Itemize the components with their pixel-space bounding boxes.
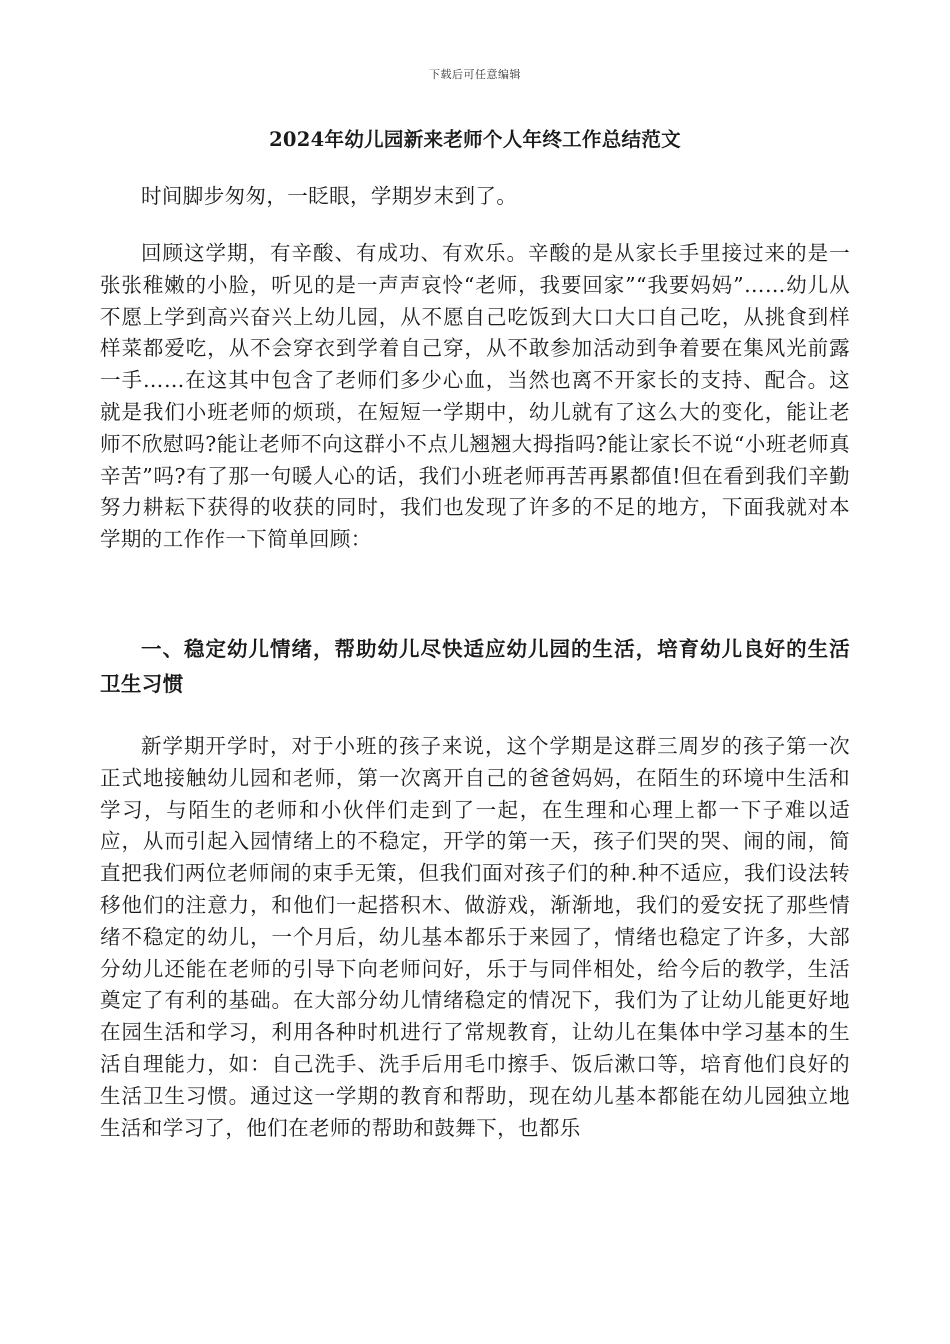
page-header-note: 下载后可任意编辑 [429, 68, 521, 81]
section-heading: 一、稳定幼儿情绪，帮助幼儿尽快适应幼儿园的生活，培育幼儿良好的生活卫生习惯 [100, 637, 850, 696]
section-heading-block [100, 632, 850, 702]
intro-paragraph-block [100, 181, 850, 213]
review-paragraph: 回顾这学期，有辛酸、有成功、有欢乐。辛酸的是从家长手里接过来的是一张张稚嫩的小脸，听见的是一声声哀怜“老师，我要回家”“我要妈妈”……幼儿从不愿上学到高兴奋兴上幼儿园，从不愿自己吃饭到大口大口自己吃，从挑食到样样菜都爱吃，从不会穿衣到学着自己穿，从不敢参加活动到争着要在集风光前露一手……在这其中包含了老师们多少心血，当然也离不开家长的支持、配合。这就是我们小班老师的烦琐，在短短一学期中，幼儿就有了这么大的变化，能让老师不欣慰吗?能让老师不向这群小不点儿翘翘大拇指吗?能让家长不说“小班老师真辛苦”吗?有了那一句暖人心的话，我们小班老师再苦再累都值!但在看到我们辛勤努力耕耘下获得的收获的同时，我们也发现了许多的不足的地方，下面我就对本学期的工作作一下简单回顾： [100, 241, 850, 552]
section-body-block [100, 731, 850, 1144]
review-paragraph-block [100, 238, 850, 556]
document-title: 2024年幼儿园新来老师个人年终工作总结范文 [269, 128, 681, 151]
section-body-paragraph: 新学期开学时，对于小班的孩子来说，这个学期是这群三周岁的孩子第一次正式地接触幼儿园和老师，第一次离开自己的爸爸妈妈，在陌生的环境中生活和学习，与陌生的老师和小伙伴们走到了一起，在生理和心理上都一下子难以适应，从而引起入园情绪上的不稳定，开学的第一天，孩子们哭的哭、闹的闹，简直把我们两位老师闹的束手无策，但我们面对孩子们的种.种不适应，我们设法转移他们的注意力，和他们一起搭积木、做游戏，渐渐地，我们的爱安抚了那些情绪不稳定的幼儿，一个月后，幼儿基本都乐于来园了，情绪也稳定了许多，大部分幼儿还能在老师的引导下向老师问好，乐于与同伴相处，给今后的教学，生活奠定了有利的基础。在大部分幼儿情绪稳定的情况下，我们为了让幼儿能更好地在园生活和学习，利用各种时机进行了常规教育，让幼儿在集体中学习基本的生活自理能力，如：自己洗手、洗手后用毛巾擦手、饭后漱口等，培育他们良好的生活卫生习惯。通过这一学期的教育和帮助，现在幼儿基本都能在幼儿园独立地生活和学习了，他们在老师的帮助和鼓舞下，也都乐 [100, 734, 850, 1140]
intro-paragraph: 时间脚步匆匆，一眨眼，学期岁末到了。 [141, 184, 518, 208]
